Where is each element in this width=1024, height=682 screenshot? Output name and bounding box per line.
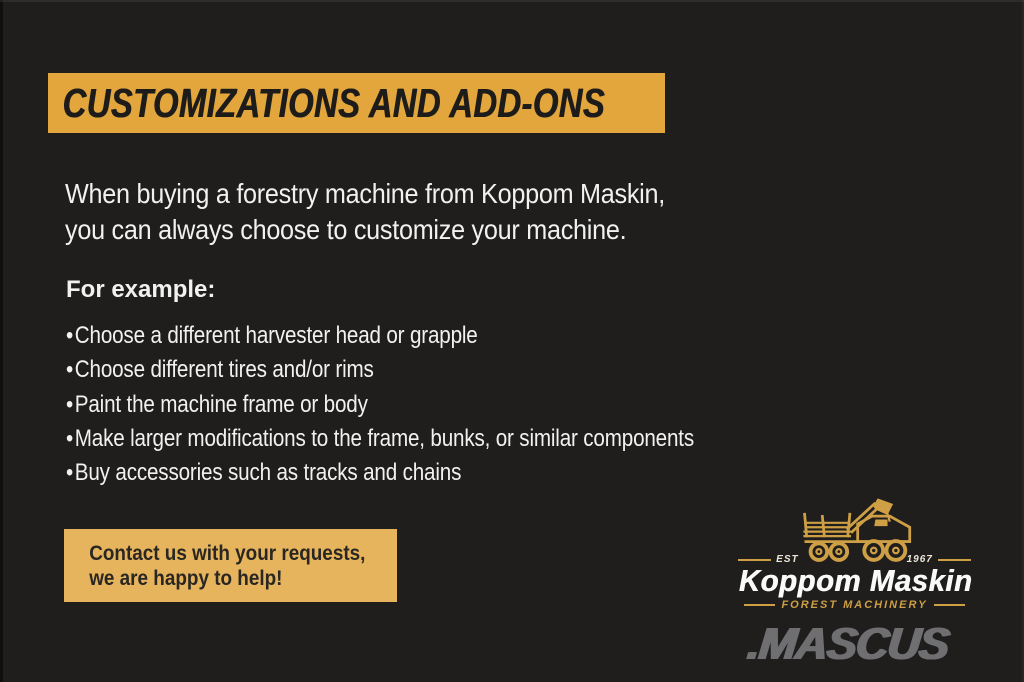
list-item-text: Make larger modifications to the frame, bunks, or similar components <box>74 424 695 452</box>
list-item-text: Choose a different harvester head or grapple <box>74 322 478 349</box>
logo-est-label: EST <box>776 554 799 565</box>
contact-line-1: Contact us with your requests, <box>89 542 366 565</box>
divider-line <box>938 559 971 561</box>
list-item <box>66 353 694 387</box>
page-title: CUSTOMIZATIONS AND ADD-ONS <box>62 80 605 126</box>
list-item <box>66 422 694 456</box>
logo-company-name: Koppom Maskin <box>738 563 973 598</box>
logo-tagline-row <box>744 599 965 611</box>
list-item <box>66 456 694 490</box>
bullet-icon: • <box>66 424 74 452</box>
logo-year: 1967 <box>906 554 933 565</box>
list-item <box>66 388 694 422</box>
intro-line-1: When buying a forestry machine from Koppom Maskin, <box>65 178 665 209</box>
intro-line-2: you can always choose to customize your machine. <box>65 214 627 245</box>
bullet-icon: • <box>66 356 74 384</box>
contact-line-2: we are happy to help! <box>89 567 283 590</box>
list-item <box>66 319 694 353</box>
divider-line <box>738 559 771 561</box>
divider-line <box>934 604 965 606</box>
list-item-text: Paint the machine frame or body <box>74 390 368 418</box>
bullet-icon: • <box>66 322 74 349</box>
intro-paragraph <box>65 176 665 248</box>
mascus-watermark: .MASCUS <box>745 618 952 669</box>
examples-list <box>66 319 694 490</box>
list-item-text: Choose different tires and/or rims <box>74 356 374 384</box>
koppom-maskin-logo <box>718 492 993 622</box>
examples-heading: For example: <box>66 276 216 303</box>
title-banner <box>48 73 665 133</box>
contact-box <box>64 529 397 602</box>
logo-tagline: FOREST MACHINERY <box>781 599 928 611</box>
contact-text <box>64 529 364 591</box>
bullet-icon: • <box>66 459 74 487</box>
divider-line <box>744 604 775 606</box>
bullet-icon: • <box>66 390 74 418</box>
list-item-text: Buy accessories such as tracks and chains <box>74 459 462 487</box>
